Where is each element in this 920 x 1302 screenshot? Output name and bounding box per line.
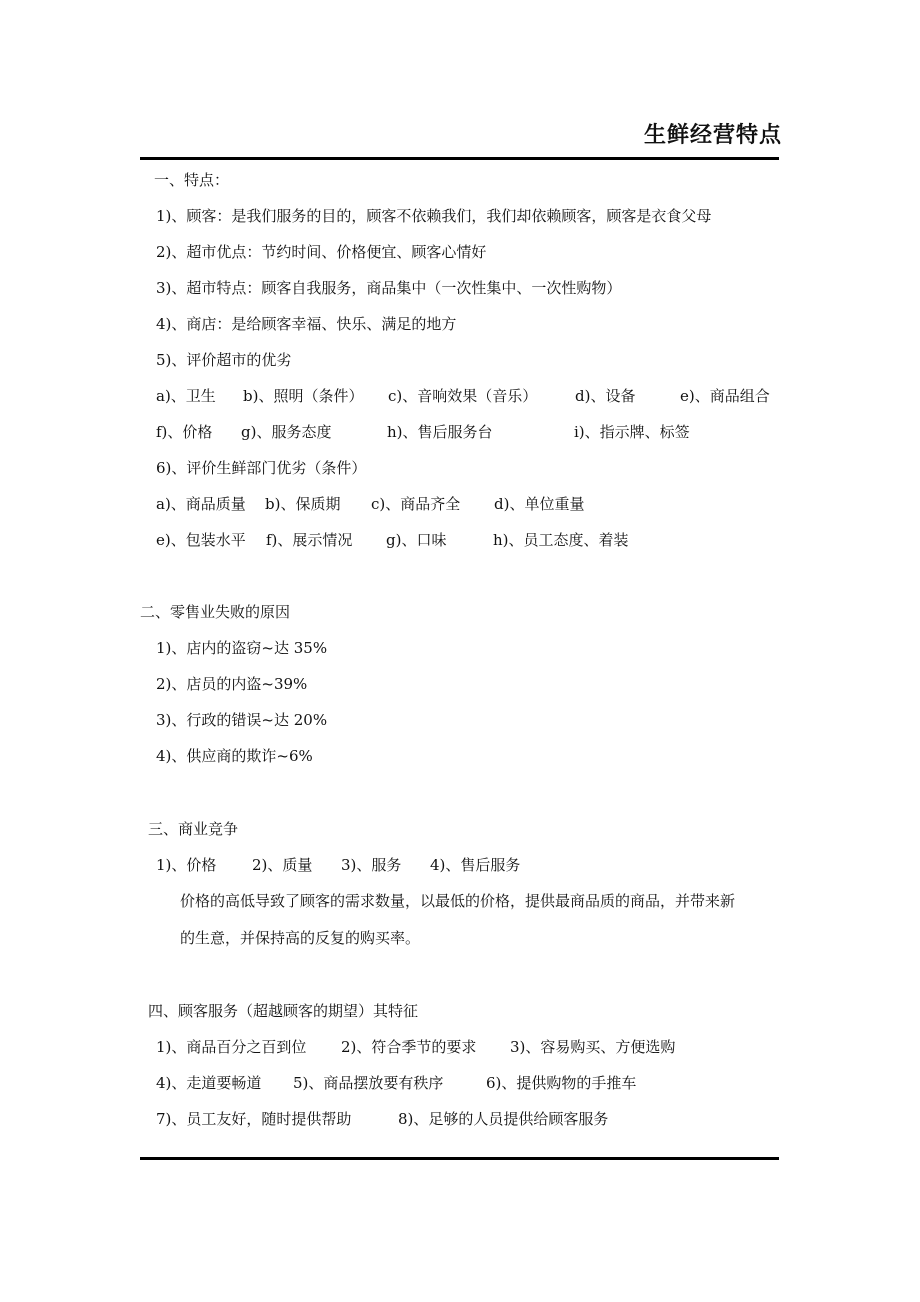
criteria-item: e)、商品组合 (680, 387, 770, 405)
service-item: 1)、商品百分之百到位 (156, 1038, 307, 1056)
service-item: 3)、容易购买、方便选购 (510, 1038, 676, 1056)
section-3-paragraph-line-2: 的生意，并保持高的反复的购买率。 (180, 929, 421, 947)
service-item: 4)、走道要畅道 (156, 1074, 262, 1092)
criteria-item: b)、保质期 (265, 495, 341, 513)
criteria-item: g)、口味 (386, 531, 447, 549)
section-4-heading: 四、顾客服务（超越顾客的期望）其特征 (148, 1002, 419, 1020)
criteria-item: e)、包装水平 (156, 531, 246, 549)
competition-item: 4)、售后服务 (430, 856, 521, 874)
section-3-paragraph-line-1: 价格的高低导致了顾客的需求数量，以最低的价格，提供最商品质的商品，并带来新 (180, 892, 736, 910)
criteria-item: b)、照明（条件） (243, 387, 364, 405)
criteria-item: h)、售后服务台 (387, 423, 493, 441)
section-1-item-1: 1)、顾客：是我们服务的目的，顾客不依赖我们，我们却依赖顾客，顾客是衣食父母 (156, 207, 712, 225)
section-1-item-2: 2)、超市优点：节约时间、价格便宜、顾客心情好 (156, 243, 487, 261)
service-item: 2)、符合季节的要求 (341, 1038, 477, 1056)
criteria-item: d)、设备 (575, 387, 636, 405)
service-item: 6)、提供购物的手推车 (486, 1074, 637, 1092)
criteria-item: f)、价格 (156, 423, 213, 441)
footer-rule (140, 1157, 779, 1160)
document-title: 生鲜经营特点 (643, 123, 782, 148)
section-1-item-3: 3)、超市特点：顾客自我服务，商品集中（一次性集中、一次性购物） (156, 279, 622, 297)
criteria-item: c)、音响效果（音乐） (388, 387, 538, 405)
section-2-item-4: 4)、供应商的欺诈~6% (156, 747, 313, 765)
criteria-item: a)、卫生 (156, 387, 216, 405)
section-2-item-3: 3)、行政的错误~达 20% (156, 711, 328, 729)
section-1-item-5: 5)、评价超市的优劣 (156, 351, 292, 369)
criteria-item: d)、单位重量 (494, 495, 585, 513)
section-1-item-6: 6)、评价生鲜部门优劣（条件） (156, 459, 367, 477)
section-2-item-1: 1)、店内的盗窃~达 35% (156, 639, 328, 657)
criteria-item: f)、展示情况 (266, 531, 353, 549)
section-2-item-2: 2)、店员的内盗~39% (156, 675, 308, 693)
criteria-item: i)、指示牌、标签 (574, 423, 690, 441)
section-3-heading: 三、商业竞争 (148, 820, 239, 838)
section-2-heading: 二、零售业失败的原因 (140, 603, 291, 621)
criteria-item: c)、商品齐全 (371, 495, 461, 513)
section-1-heading: 一、特点： (154, 171, 230, 189)
section-1-item-4: 4)、商店：是给顾客幸福、快乐、满足的地方 (156, 315, 457, 333)
competition-item: 1)、价格 (156, 856, 217, 874)
competition-item: 2)、质量 (252, 856, 313, 874)
criteria-item: a)、商品质量 (156, 495, 246, 513)
service-item: 8)、足够的人员提供给顾客服务 (398, 1110, 609, 1128)
criteria-item: g)、服务态度 (241, 423, 332, 441)
service-item: 7)、员工友好，随时提供帮助 (156, 1110, 352, 1128)
criteria-item: h)、员工态度、着装 (493, 531, 629, 549)
service-item: 5)、商品摆放要有秩序 (293, 1074, 444, 1092)
header-rule (140, 157, 779, 160)
competition-item: 3)、服务 (341, 856, 402, 874)
